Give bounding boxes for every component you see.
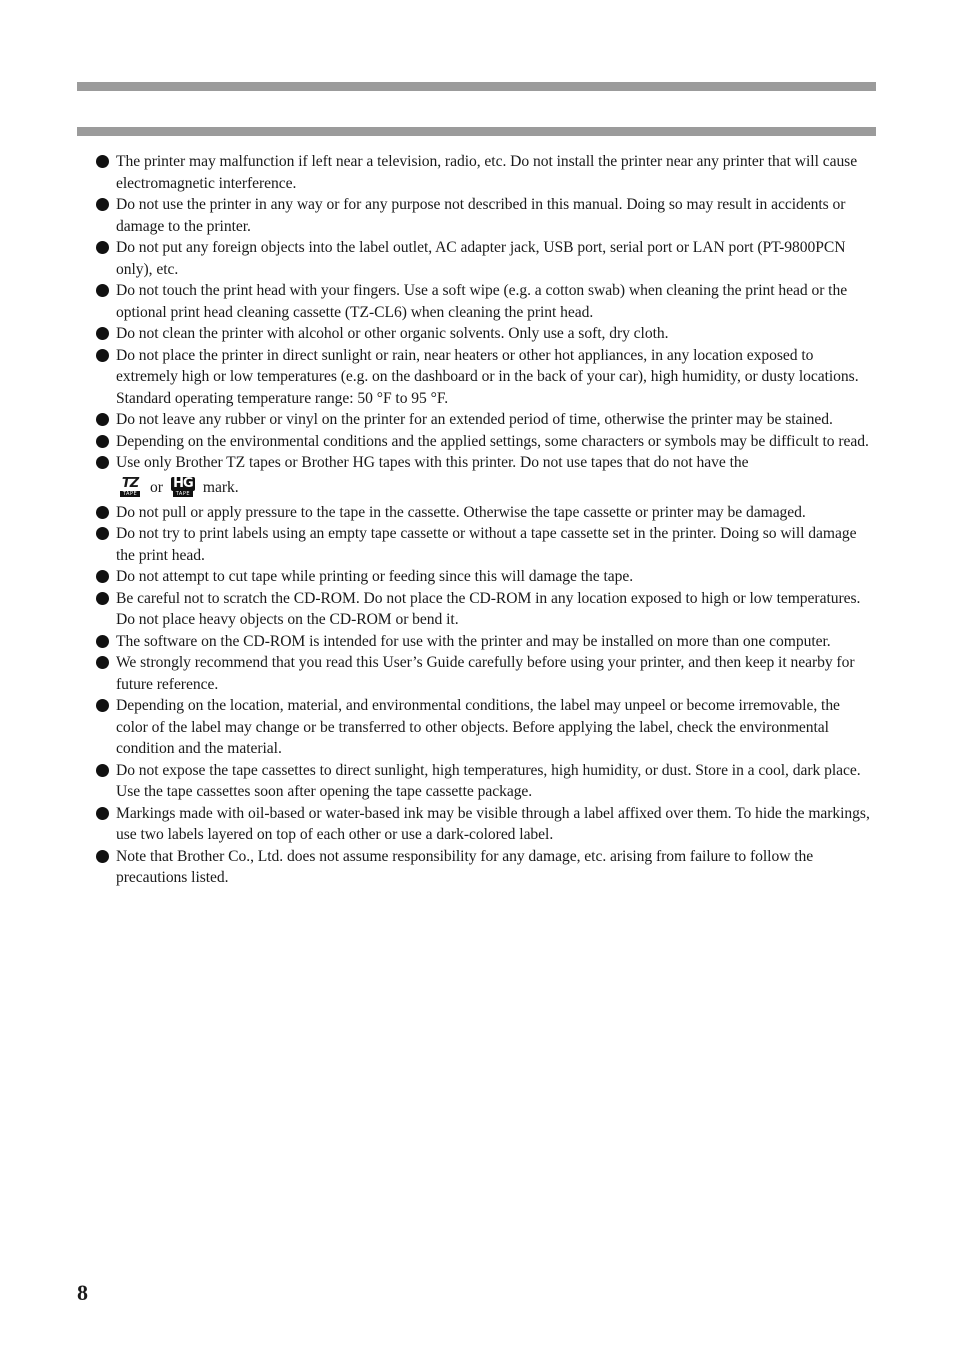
- bullet-icon: [96, 435, 109, 448]
- bullet-icon: [96, 241, 109, 254]
- bullet-icon: [96, 764, 109, 777]
- page-number: 8: [77, 1280, 88, 1305]
- precaution-item: Do not use the printer in any way or for any purpose not described in this manual. Doing so may result in accidents or damage to the printer.: [95, 194, 875, 237]
- bullet-icon: [96, 506, 109, 519]
- precaution-item: Do not clean the printer with alcohol or other organic solvents. Only use a soft, dry cloth.: [95, 323, 875, 345]
- bullet-icon: [96, 349, 109, 362]
- header-rule-bottom: [77, 127, 876, 136]
- precaution-item-tape-types: Use only Brother TZ tapes or Brother HG tapes with this printer. Do not use tapes that do not have the TZ TAPE or HG TAPE mark.: [95, 452, 875, 499]
- bullet-icon: [96, 656, 109, 669]
- hg-tape-logo-icon: HG TAPE: [173, 475, 193, 497]
- bullet-icon: [96, 527, 109, 540]
- precaution-item: The software on the CD-ROM is intended for use with the printer and may be installed on more than one computer.: [95, 631, 875, 653]
- precaution-item: Depending on the environmental conditions and the applied settings, some characters or symbols may be difficult to read.: [95, 431, 875, 453]
- bullet-icon: [96, 198, 109, 211]
- precaution-item: Do not expose the tape cassettes to direct sunlight, high temperatures, high humidity, or dust. Store in a cool, dark place. Use the tape cassettes soon after opening the tape cassette package.: [95, 760, 875, 803]
- precaution-item: Do not attempt to cut tape while printing or feeding since this will damage the tape.: [95, 566, 875, 588]
- precaution-item: Do not place the printer in direct sunlight or rain, near heaters or other hot appliances, in any location exposed to extremely high or low temperatures (e.g. on the dashboard or in the back of your car), high humidity, or dusty locations. Standard operating temperature range: 50 °F to 95 °F.: [95, 345, 875, 410]
- precaution-item: Markings made with oil-based or water-based ink may be visible through a label affixed over them. To hide the markings, use two labels layered on top of each other or use a dark-colored label.: [95, 803, 875, 846]
- bullet-icon: [96, 413, 109, 426]
- or-text: or: [150, 478, 163, 496]
- bullet-icon: [96, 570, 109, 583]
- bullet-icon: [96, 635, 109, 648]
- bullet-icon: [96, 699, 109, 712]
- precaution-item: The printer may malfunction if left near a television, radio, etc. Do not install the printer near any printer that will cause electromagnetic interference.: [95, 151, 875, 194]
- precaution-item: Do not put any foreign objects into the label outlet, AC adapter jack, USB port, serial port or LAN port (PT-9800PCN only), etc.: [95, 237, 875, 280]
- tz-tape-logo-icon: TZ TAPE: [121, 475, 139, 497]
- bullet-icon: [96, 592, 109, 605]
- bullet-icon: [96, 327, 109, 340]
- bullet-icon: [96, 155, 109, 168]
- precaution-item: Be careful not to scratch the CD-ROM. Do not place the CD-ROM in any location exposed to high or low temperatures. Do not place heavy objects on the CD-ROM or bend it.: [95, 588, 875, 631]
- bullet-icon: [96, 807, 109, 820]
- precaution-item: Depending on the location, material, and environmental conditions, the label may unpeel or become irremovable, the color of the label may change or be transferred to other objects. Before applying the label, check the environmental condition and the material.: [95, 695, 875, 760]
- precaution-item: Do not touch the print head with your fingers. Use a soft wipe (e.g. a cotton swab) when cleaning the print head or the optional print head cleaning cassette (TZ-CL6) when cleaning the print head.: [95, 280, 875, 323]
- bullet-icon: [96, 456, 109, 469]
- precaution-item: Do not try to print labels using an empty tape cassette or without a tape cassette set in the printer. Doing so will damage the print head.: [95, 523, 875, 566]
- precautions-list: [95, 151, 875, 889]
- precaution-item: We strongly recommend that you read this User’s Guide carefully before using your printer, and then keep it nearby for future reference.: [95, 652, 875, 695]
- precaution-item: Note that Brother Co., Ltd. does not assume responsibility for any damage, etc. arising from failure to follow the precautions listed.: [95, 846, 875, 889]
- precaution-item: Do not pull or apply pressure to the tape in the cassette. Otherwise the tape cassette or printer may be damaged.: [95, 502, 875, 524]
- tape-mark-line: [116, 477, 875, 499]
- precaution-item: Do not leave any rubber or vinyl on the printer for an extended period of time, otherwise the printer may be stained.: [95, 409, 875, 431]
- bullet-icon: [96, 284, 109, 297]
- mark-text: mark.: [202, 478, 239, 496]
- header-rule-top: [77, 82, 876, 91]
- bullet-icon: [96, 850, 109, 863]
